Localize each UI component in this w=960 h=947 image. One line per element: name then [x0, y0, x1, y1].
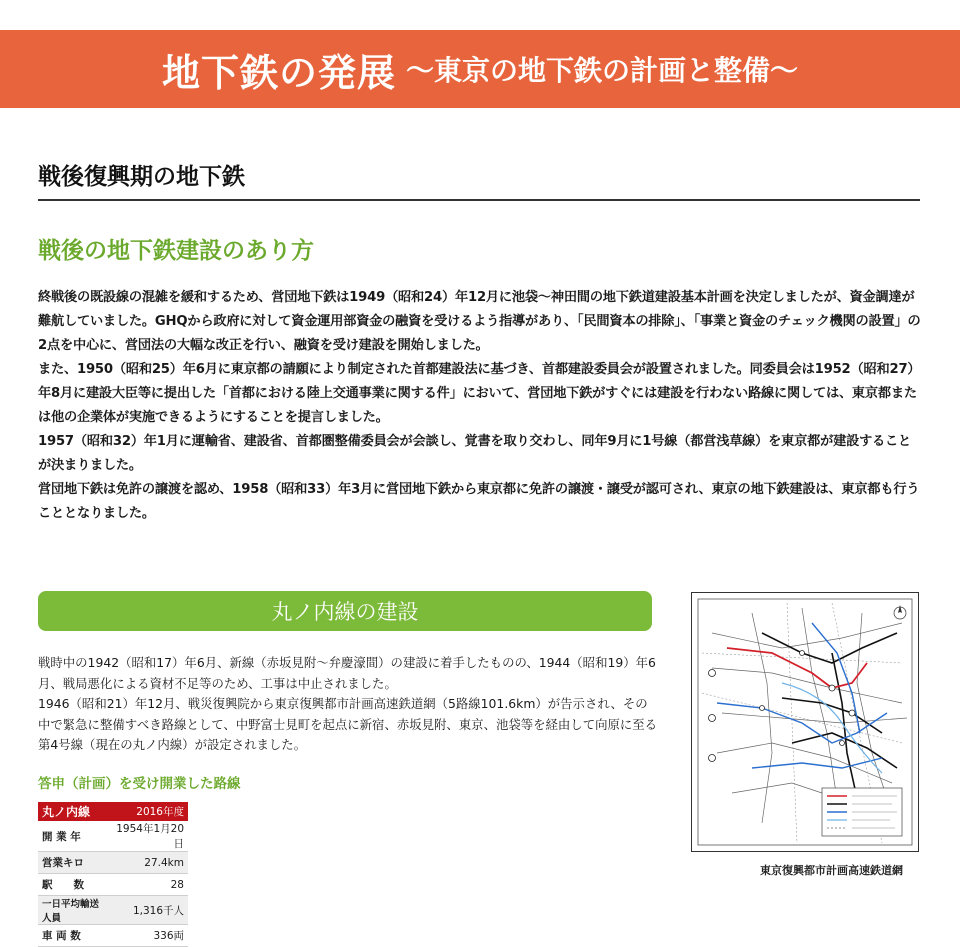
- table-row: [38, 874, 188, 896]
- row-label: 車 両 数: [38, 925, 111, 947]
- row-label: 営業キロ: [38, 852, 111, 874]
- postwar-text: [38, 286, 922, 526]
- network-map-drawing: [692, 593, 918, 851]
- network-map: [691, 592, 919, 852]
- row-label: 開 業 年: [38, 821, 111, 852]
- opened-lines-heading: 答申（計画）を受け開業した路線: [38, 776, 241, 792]
- postwar-paragraph-1: 終戦後の既設線の混雑を緩和するため、営団地下鉄は1949（昭和24）年12月に池袋〜神田間の地下鉄道建設基本計画を決定しましたが、資金調達が難航していました。GHQから政府に対して資金運用部資金の融資を受けるよう指導があり、「民間資本の排除」、「事業と資金のチェック機関の設置」の2点を中心に、営団法の大幅な改正を行い、融資を受け建設を開始しました。: [38, 290, 921, 353]
- postwar-paragraph-4: 営団地下鉄は免許の譲渡を認め、1958（昭和33）年3月に営団地下鉄から東京都に免許の譲渡・譲受が認可され、東京の地下鉄建設は、東京都も行うこととなりました。: [38, 482, 920, 521]
- marunouchi-paragraph-1: 戦時中の1942（昭和17）年6月、新線（赤坂見附〜弁慶濠間）の建設に着手したものの、1944（昭和19）年6月、戦局悪化による資材不足等のため、工事は中止されました。: [38, 655, 656, 691]
- row-label: 駅 数: [38, 874, 111, 896]
- facts-year: 2016年度: [111, 802, 188, 821]
- compass-icon: [894, 605, 906, 619]
- title-banner: [0, 30, 960, 108]
- table-row: [38, 896, 188, 925]
- map-caption: 東京復興都市計画高速鉄道網: [760, 864, 903, 877]
- row-label: 一日平均輸送人員: [38, 896, 111, 925]
- marunouchi-facts-table: [38, 802, 188, 947]
- section-title: 戦後復興期の地下鉄: [38, 164, 245, 190]
- postwar-paragraph-3: 1957（昭和32）年1月に運輸省、建設省、首都圏整備委員会が会談し、覚書を取り交わし、同年9月に1号線（都営浅草線）を東京都が建設することが決まりました。: [38, 434, 912, 473]
- marunouchi-heading: 丸ノ内線の建設: [271, 600, 419, 624]
- map-legend: [822, 788, 902, 836]
- banner-title: 地下鉄の発展: [161, 49, 396, 95]
- facts-header: [38, 802, 188, 821]
- marunouchi-paragraph-2: 1946（昭和21）年12月、戦災復興院から東京復興都市計画高速鉄道網（5路線101.6km）が告示され、その中で緊急に整備すべき路線として、中野富士見町を起点に新宿、赤坂見附、東京、池袋等を経由して向原に至る第4号線（現在の丸ノ内線）が設定されました。: [38, 696, 658, 752]
- banner-subtitle: 〜東京の地下鉄の計画と整備〜: [406, 54, 799, 87]
- row-value: 1954年1月20日: [111, 821, 188, 852]
- row-value: 1,316千人: [111, 896, 188, 925]
- marunouchi-text: [38, 653, 658, 756]
- row-value: 336両: [111, 925, 188, 947]
- row-value: 28: [111, 874, 188, 896]
- section-divider: [38, 199, 920, 201]
- row-value: 27.4km: [111, 852, 188, 874]
- marunouchi-heading-bar: [38, 591, 652, 631]
- postwar-heading: 戦後の地下鉄建設のあり方: [38, 237, 314, 264]
- facts-line-name: 丸ノ内線: [38, 802, 111, 821]
- table-row: [38, 925, 188, 947]
- table-row: [38, 821, 188, 852]
- postwar-paragraph-2: また、1950（昭和25）年6月に東京都の請願により制定された首都建設法に基づき、首都建設委員会が設置されました。同委員会は1952（昭和27）年8月に建設大臣等に提出した「首都における陸上交通事業に関する件」において、営団地下鉄がすぐには建設を行わない路線に関しては、東京都または他の企業体が実施できるようにすることを提言しました。: [38, 362, 921, 425]
- table-row: [38, 852, 188, 874]
